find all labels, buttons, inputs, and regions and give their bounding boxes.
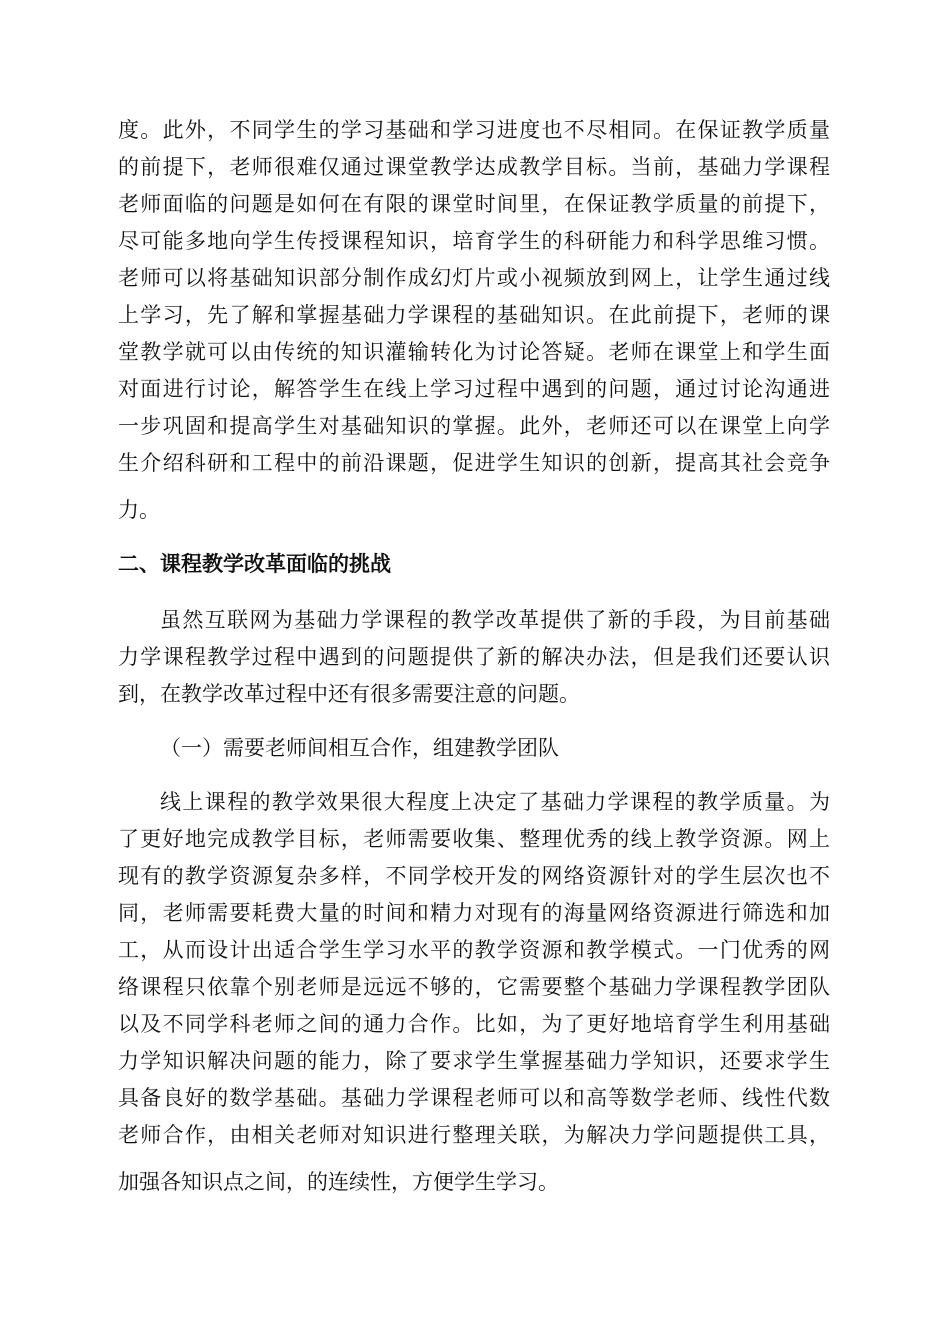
paragraph-line: 现有的教学资源复杂多样，不同学校开发的网络资源针对的学生层次也不 <box>118 864 830 888</box>
paragraph-line: 尽可能多地向学生传授课程知识，培育学生的科研能力和科学思维习惯。 <box>118 229 830 253</box>
paragraph-line: 力学知识解决问题的能力，除了要求学生掌握基础力学知识，还要求学生 <box>118 1049 830 1073</box>
paragraph-line: 线上课程的教学效果很大程度上决定了基础力学课程的教学质量。为 <box>160 790 830 814</box>
paragraph-line: 的前提下，老师很难仅通过课堂教学达成教学目标。当前，基础力学课程 <box>118 155 830 179</box>
paragraph-line: 以及不同学科老师之间的通力合作。比如，为了更好地培育学生利用基础 <box>118 1012 830 1036</box>
paragraph-line: 对面进行讨论，解答学生在线上学习过程中遇到的问题，通过讨论沟通进 <box>118 377 830 401</box>
paragraph-line: 工，从而设计出适合学生学习水平的教学资源和教学模式。一门优秀的网 <box>118 938 830 962</box>
paragraph-line: 力。 <box>118 498 160 522</box>
paragraph-line: 到，在教学改革过程中还有很多需要注意的问题。 <box>118 682 580 706</box>
paragraph-line: 同，老师需要耗费大量的时间和精力对现有的海量网络资源进行筛选和加 <box>118 901 830 925</box>
paragraph-line: 生介绍科研和工程中的前沿课题，促进学生知识的创新，提高其社会竞争 <box>118 451 830 475</box>
paragraph-line: 了更好地完成教学目标，老师需要收集、整理优秀的线上教学资源。网上 <box>118 827 830 851</box>
paragraph-line: 力学课程教学过程中遇到的问题提供了新的解决办法，但是我们还要认识 <box>118 645 830 669</box>
paragraph-line: 度。此外，不同学生的学习基础和学习进度也不尽相同。在保证教学质量 <box>118 118 830 142</box>
paragraph-line: 堂教学就可以由传统的知识灌输转化为讨论答疑。老师在课堂上和学生面 <box>118 340 830 364</box>
section-heading: 二、课程教学改革面临的挑战 <box>118 551 391 576</box>
paragraph-line: 加强各知识点之间，的连续性，方便学生学习。 <box>118 1170 559 1194</box>
paragraph-line: 络课程只依靠个别老师是远远不够的，它需要整个基础力学课程教学团队 <box>118 975 830 999</box>
paragraph-line: 上学习，先了解和掌握基础力学课程的基础知识。在此前提下，老师的课 <box>118 303 830 327</box>
subsection-heading: （一）需要老师间相互合作，组建教学团队 <box>160 736 559 760</box>
paragraph-line: 具备良好的数学基础。基础力学课程老师可以和高等数学老师、线性代数 <box>118 1086 830 1110</box>
paragraph-line: 老师合作，由相关老师对知识进行整理关联，为解决力学问题提供工具， <box>118 1123 830 1147</box>
paragraph-line: 老师面临的问题是如何在有限的课堂时间里，在保证教学质量的前提下， <box>118 192 830 216</box>
paragraph-line: 老师可以将基础知识部分制作成幻灯片或小视频放到网上，让学生通过线 <box>118 266 830 290</box>
paragraph-line: 虽然互联网为基础力学课程的教学改革提供了新的手段，为目前基础 <box>160 608 830 632</box>
paragraph-line: 一步巩固和提高学生对基础知识的掌握。此外，老师还可以在课堂上向学 <box>118 414 830 438</box>
